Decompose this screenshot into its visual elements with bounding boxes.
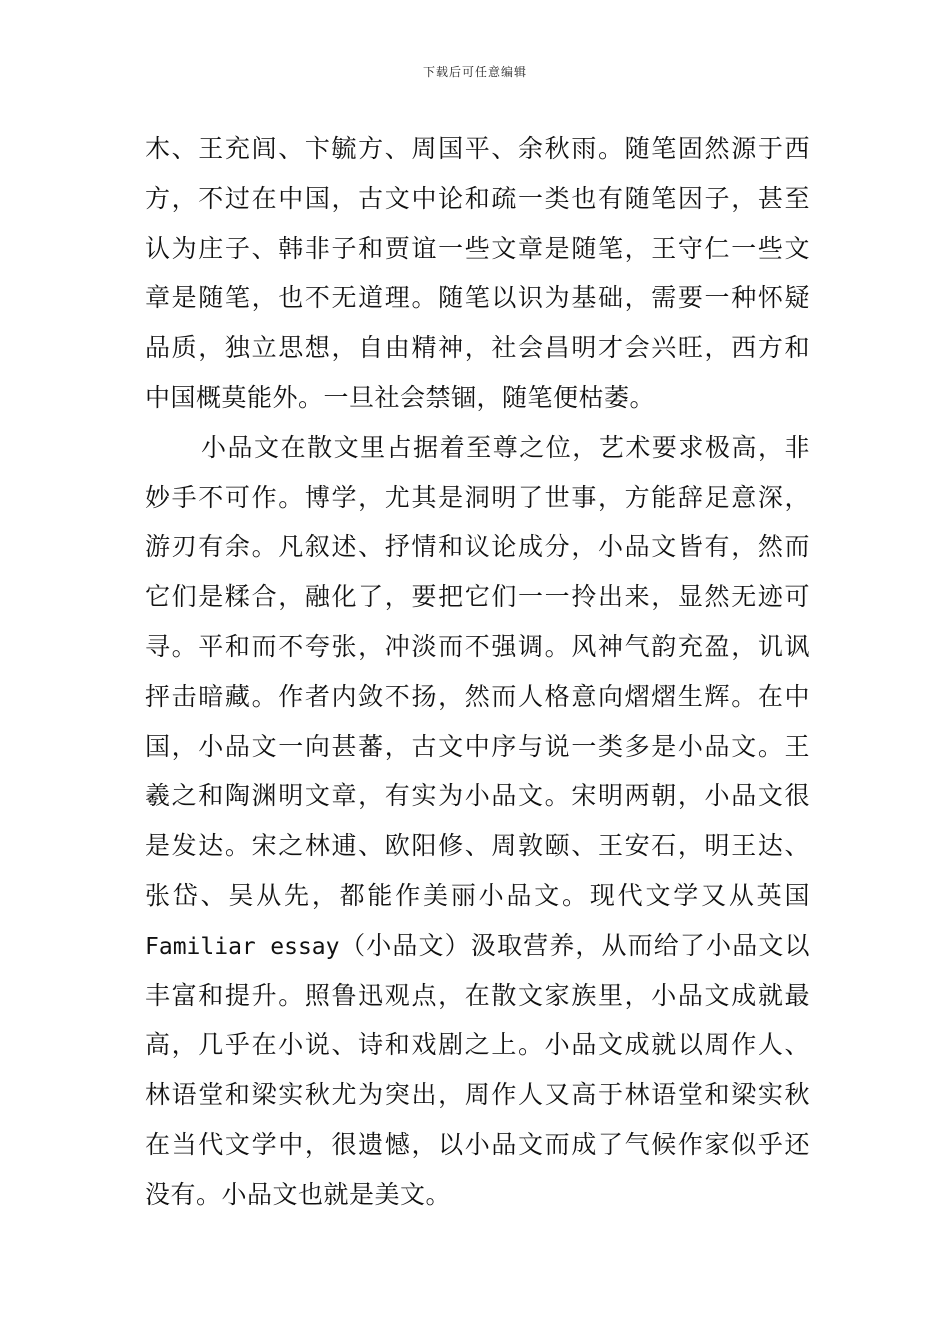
text-line: 是发达。宋之林逋、欧阳修、周敦颐、王安石，明王达、 [145, 831, 810, 861]
text-line: 张岱、吴从先，都能作美丽小品文。现代文学又从英国 [145, 880, 810, 910]
paragraph-1 [145, 124, 810, 423]
text-line: 木、王充闾、卞毓方、周国平、余秋雨。随笔固然源于西 [145, 134, 810, 163]
text-line: 认为庄子、韩非子和贾谊一些文章是随笔，王守仁一些文 [145, 233, 810, 263]
text-line: 妙手不可作。博学，尤其是洞明了世事，方能辞足意深， [145, 482, 810, 512]
text-line: 品质，独立思想，自由精神，社会昌明才会兴旺，西方和 [145, 333, 810, 363]
text-line: 游刃有余。凡叙述、抒情和议论成分，小品文皆有，然而 [145, 532, 810, 562]
text-line: 章是随笔，也不无道理。随笔以识为基础，需要一种怀疑 [145, 283, 810, 313]
text-line: 小品文在散文里占据着至尊之位，艺术要求极高，非 [201, 432, 810, 462]
text-line: 丰富和提升。照鲁迅观点，在散文家族里，小品文成就最 [145, 980, 810, 1010]
text-line: 在当代文学中，很遗憾，以小品文而成了气候作家似乎还 [145, 1129, 810, 1159]
text-line: 方，不过在中国，古文中论和疏一类也有随笔因子，甚至 [145, 183, 810, 213]
text-line: 中国概莫能外。一旦社会禁锢，随笔便枯萎。 [145, 382, 656, 412]
document-body [145, 124, 810, 1220]
text-line: 没有。小品文也就是美文。 [145, 1179, 452, 1209]
page-header: 下载后可任意编辑 [422, 65, 527, 79]
text-line: 抨击暗藏。作者内敛不扬，然而人格意向熠熠生辉。在中 [145, 681, 810, 711]
text-line: 国，小品文一向甚蕃，古文中序与说一类多是小品文。王 [145, 731, 810, 761]
text-line: Familiar essay（小品文）汲取营养，从而给了小品文以 [145, 930, 810, 960]
text-line: 它们是糅合，融化了，要把它们一一拎出来，显然无迹可 [145, 582, 810, 612]
text-line: 寻。平和而不夸张，冲淡而不强调。风神气韵充盈，讥讽 [145, 631, 810, 661]
text-line: 高，几乎在小说、诗和戏剧之上。小品文成就以周作人、 [145, 1030, 810, 1060]
latin-text: Familiar essay [145, 933, 340, 960]
text-line: 林语堂和梁实秋尤为突出，周作人又高于林语堂和梁实秋 [145, 1080, 810, 1110]
text-line: 羲之和陶渊明文章，有实为小品文。宋明两朝，小品文很 [145, 781, 810, 811]
paragraph-2 [145, 423, 810, 1220]
